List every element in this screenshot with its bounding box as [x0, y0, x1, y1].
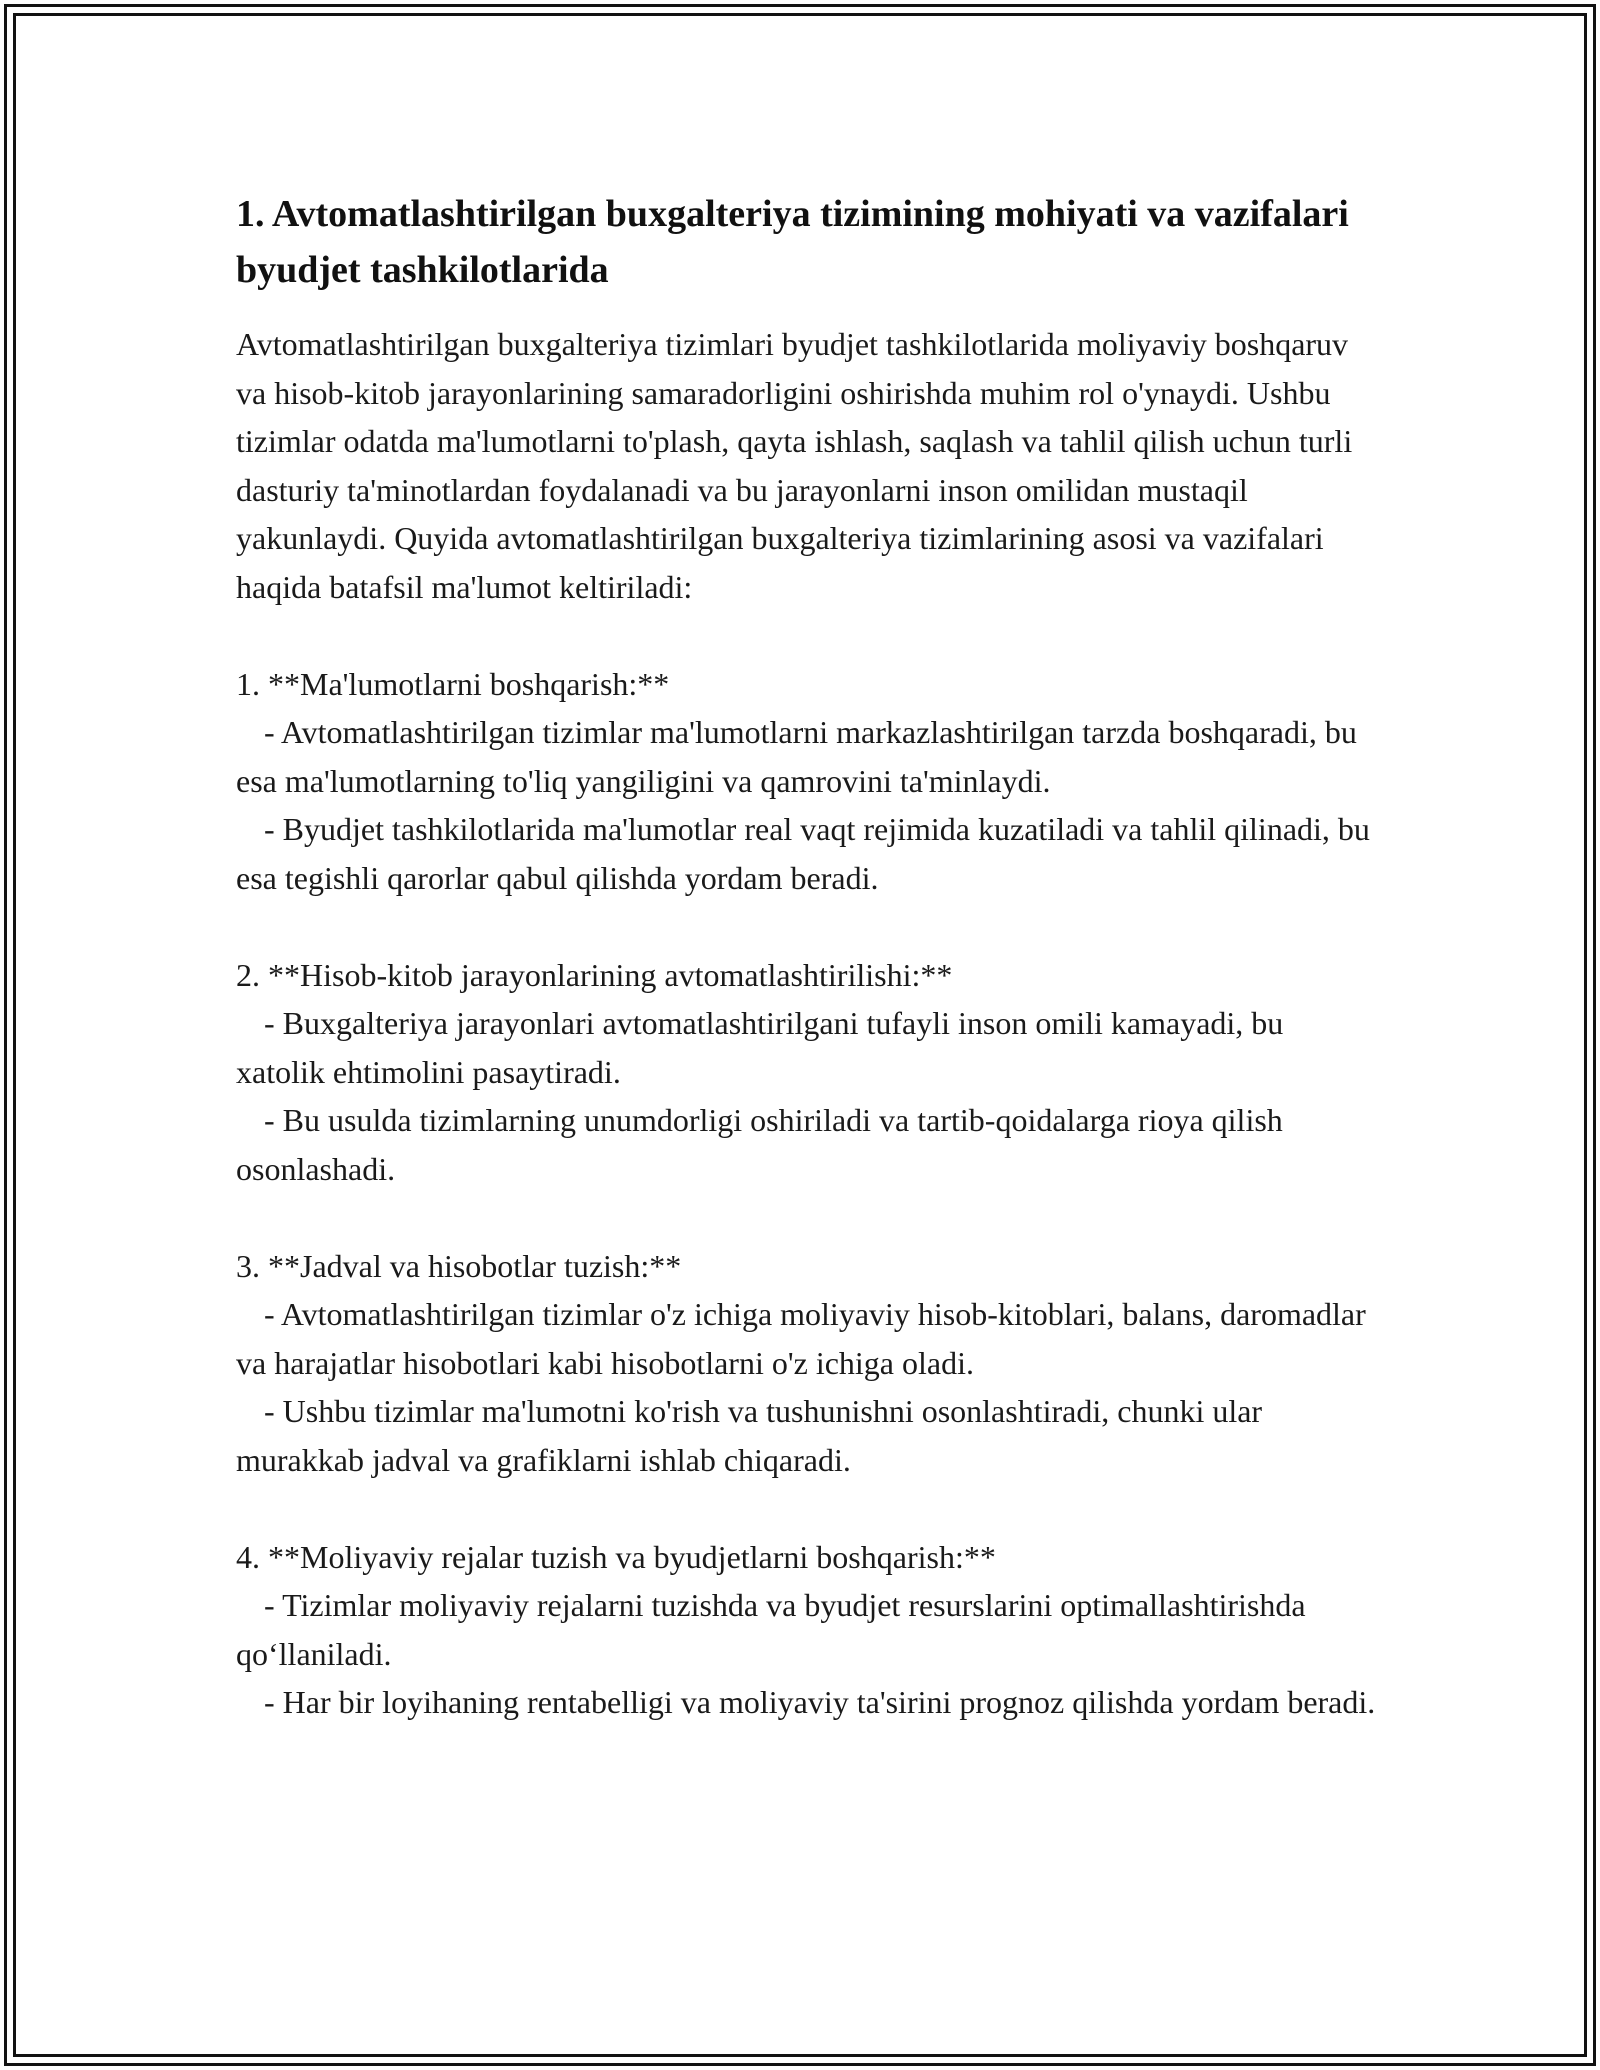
- list-item-bullet: - Avtomatlashtirilgan tizimlar ma'lumotlarni markazlashtirilgan tarzda boshqaradi, bu esa ma'lumotlarning to'liq yangiligini va qamrovini ta'minlaydi.: [236, 714, 1357, 799]
- list-item-bullet: - Avtomatlashtirilgan tizimlar o'z ichiga moliyaviy hisob-kitoblari, balans, daromadlar va harajatlar hisobotlari kabi hisobotlarni o'z ichiga oladi.: [236, 1296, 1366, 1381]
- list-item-bullet: - Buxgalteriya jarayonlari avtomatlashtirilgani tufayli inson omili kamayadi, bu xatolik ehtimolini pasaytiradi.: [236, 1005, 1284, 1090]
- document-body: [236, 186, 1376, 1727]
- list-item: [236, 951, 1376, 1194]
- list-item-heading: 1. **Ma'lumotlarni boshqarish:**: [236, 665, 670, 702]
- document-title: 1. Avtomatlashtirilgan buxgalteriya tizimining mohiyati va vazifalari byudjet tashkilotlarida: [236, 193, 1349, 291]
- list-item-bullet: - Bu usulda tizimlarning unumdorligi oshiriladi va tartib-qoidalarga rioya qilish osonlashadi.: [236, 1102, 1283, 1187]
- list-item: [236, 1242, 1376, 1485]
- list-item-bullet: - Tizimlar moliyaviy rejalarni tuzishda va byudjet resurslarini optimallashtirishda qo‘llaniladi.: [236, 1587, 1306, 1672]
- list-item-bullet: - Har bir loyihaning rentabelligi va moliyaviy ta'sirini prognoz qilishda yordam beradi.: [264, 1684, 1376, 1720]
- list-item: [236, 660, 1376, 903]
- list-item-heading: 2. **Hisob-kitob jarayonlarining avtomatlashtirilishi:**: [236, 956, 953, 993]
- list-item: [236, 1533, 1376, 1727]
- list-item-bullet: - Ushbu tizimlar ma'lumotni ko'rish va tushunishni osonlashtiradi, chunki ular murakkab jadval va grafiklarni ishlab chiqaradi.: [236, 1393, 1263, 1478]
- intro-paragraph: Avtomatlashtirilgan buxgalteriya tizimlari byudjet tashkilotlarida moliyaviy boshqaruv va hisob-kitob jarayonlarining samaradorligini oshirishda muhim rol o'ynaydi. Ushbu tizimlar odatda ma'lumotlarni to'plash, qayta ishlash, saqlash va tahlil qilish uchun turli dasturiy ta'minotlardan foydalanadi va bu jarayonlarni inson omilidan mustaqil yakunlaydi. Quyida avtomatlashtirilgan buxgalteriya tizimlarining asosi va vazifalari haqida batafsil ma'lumot keltiriladi:: [236, 326, 1353, 605]
- list-item-bullet: - Byudjet tashkilotlarida ma'lumotlar real vaqt rejimida kuzatiladi va tahlil qilinadi, bu esa tegishli qarorlar qabul qilishda yordam beradi.: [236, 811, 1370, 896]
- list-item-heading: 3. **Jadval va hisobotlar tuzish:**: [236, 1247, 682, 1284]
- list-item-heading: 4. **Moliyaviy rejalar tuzish va byudjetlarni boshqarish:**: [236, 1538, 996, 1575]
